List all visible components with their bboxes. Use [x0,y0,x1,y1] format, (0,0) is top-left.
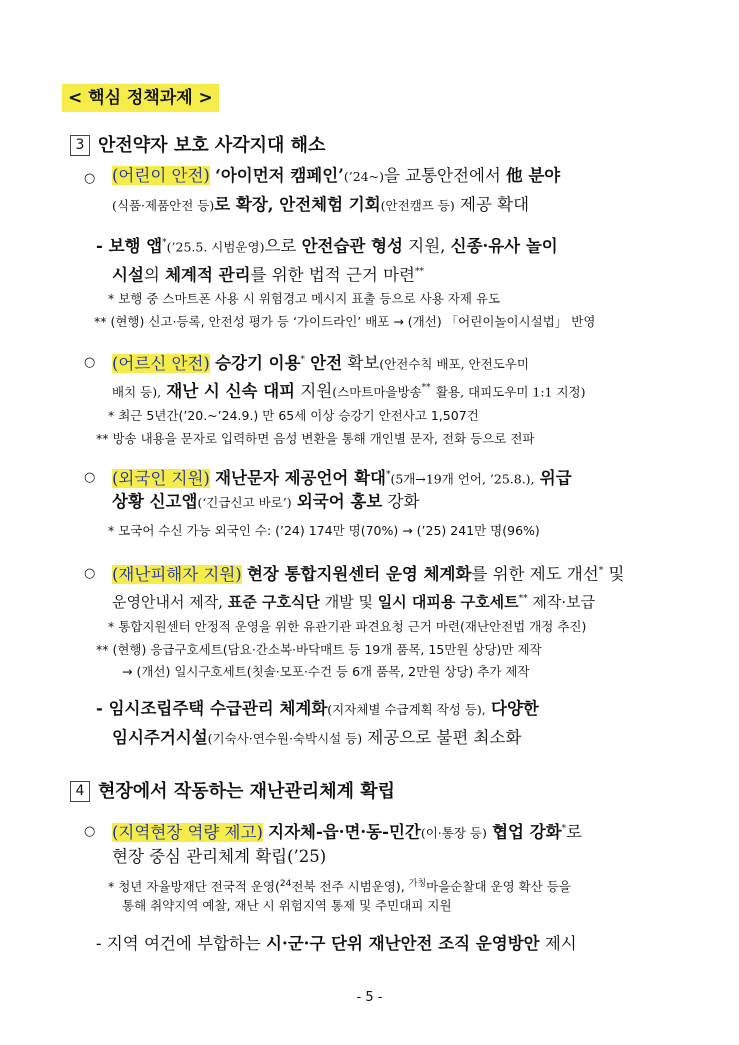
victim-note-3: → (개선) 일시구호세트(칫솔·모포·수건 등 6개 품목, 2만원 상당) 추가 제작 [122,664,530,679]
bullet-circle-icon: ○ [84,566,96,581]
senior-note-2: ** 방송 내용을 문자로 입력하면 음성 변환을 통해 개인별 문자, 전화 등으로 전파 [96,431,535,446]
child-l2-paren: (식품·제품안전 등) [112,198,215,213]
victim-develop: 개발 및 [324,593,373,611]
child-sub1-support: 지원, [408,236,446,256]
senior-support: 지원 [300,381,333,401]
local-note-sup1: 24 [279,879,292,889]
emergency: 위급 [539,468,572,488]
bullet-circle-icon: ○ [84,171,96,186]
child-label: (어린이 안전) [112,166,210,185]
victim-label: (재난피해자 지원) [112,564,242,584]
header-tag: < 핵심 정책과제 > [62,84,219,112]
victim-line-2: 운영안내서 제작, 표준 구호식단 개발 및 일시 대피용 구호세트** 제작·보급 [112,593,596,611]
facility-particle: 의 [143,265,160,285]
legal-basis: 를 위한 법적 근거 마련 [250,265,415,285]
section-3-number: 3 [70,135,90,156]
senior-safety: 안전 [310,353,343,373]
systematic-management: 체계적 관리 [165,265,251,285]
child-l1-text: 을 교통안전에서 [384,166,501,185]
child-note-1: * 보행 중 스마트폰 사용 시 위험경고 메시지 표출 등으로 사용 자제 유도 [108,291,501,306]
senior-line-1: (어르신 안전) 승강기 이용* 안전 확보(안전수칙 배포, 안전도우미 [112,353,529,373]
standard-meal: 표준 구호식단 [227,593,320,611]
temp-housing-paren: (지자체별 수급계획 작성 등), [327,702,486,717]
victim-improve: 를 위한 제도 개선 [471,564,599,584]
senior-line-2: 배치 등), 재난 시 신속 대피 지원(스마트마을방송** 활용, 대피도우미 1:1 지정) [112,381,586,401]
section-4-title: 현장에서 작동하는 재난관리체계 확립 [98,781,396,802]
section-4-number: 4 [70,781,90,802]
local-paren: (이·통장 등) [420,825,487,841]
child-l2-tail: 제공 확대 [460,195,530,214]
victim-line-1: (재난피해자 지원) 현장 통합지원센터 운영 체계화를 위한 제도 개선* 및 [112,564,625,584]
foreign-line-2 [112,490,419,515]
local-present: 제시 [544,934,577,953]
section-3-heading [70,131,325,157]
temp-housing: - 임시조립주택 수급관리 체계화 [96,699,328,718]
bullet-circle-icon: ○ [84,470,96,485]
victim-note-2: ** (현행) 응급구호세트(담요·간소복·바닥매트 등 19개 품목, 15만원 상당)만 제작 [96,642,542,657]
senior-note-1: * 최근 5년간(’20.~’24.9.) 만 65세 이상 승강기 안전사고 1,507건 [108,408,479,423]
temp-residence: 임시주거시설 [112,728,208,747]
section-3-title: 안전약자 보호 사각지대 해소 [98,135,326,156]
minimize-inconvenience: 제공으로 불편 최소화 [367,728,522,747]
local-note-c: 마을순찰대 운영 확산 등을 [426,879,571,895]
child-sub-line-1: - 보행 앱*(’25.5. 시범운영)으로 안전습관 형성 지원, 신종·유사 놀이 [96,236,558,256]
child-line-1 [112,164,560,189]
quick-evacuation: 재난 시 신속 대피 [166,381,296,401]
foreign-note-1: * 모국어 수신 가능 외국인 수: (’24) 174만 명(70%) → (’25) 241만 명(96%) [108,523,540,538]
child-sub1-text: 으로 [264,236,297,256]
local-ro: 로 [566,822,583,842]
page-number: - 5 - [356,990,383,1005]
child-note-2: ** (현행) 신고·등록, 안전성 평가 등 ‘가이드라인’ 배포 → (개선) 「어린이놀이시설법」 반영 [94,314,596,329]
foreign-strengthen: 강화 [387,492,420,511]
guidebook: 운영안내서 제작, [112,593,223,611]
language-count: (5개→19개 언어, ’25.8.), [390,471,535,487]
walking-app: - 보행 앱 [96,236,163,256]
local-line-2: 현장 중심 관리체계 확립(’25) [112,847,327,866]
victim-sub-line-2 [112,726,521,751]
new-play: 신종·유사 놀이 [450,236,558,256]
local-note-b: 전북 전주 시범운영), [291,879,405,895]
foreign-promo: 외국어 홍보 [296,492,383,511]
elevator-use: 승강기 이용 [215,353,301,373]
local-gov-chain: 지자체-읍·면·동-민간 [268,822,421,842]
safety-habit: 안전습관 형성 [301,236,403,256]
collab-strengthen: 협업 강화 [492,822,562,842]
senior-deploy: 배치 등), [112,384,162,400]
foreign-label: (외국인 지원) [112,468,210,488]
local-note-sup2: 가칭 [408,879,427,889]
facility: 시설 [112,265,144,285]
walking-app-date: (’25.5. 시범운영) [166,239,265,255]
victim-note-1: * 통합지원센터 안정적 운영을 위한 유관기관 파견요청 근거 마련(재난안전법 개정 추진) [108,619,587,634]
child-expand: 로 확장, 안전체험 기회 [214,195,381,214]
local-sub-a: - 지역 여건에 부합하는 [96,934,261,953]
foreign-line-1: (외국인 지원) 재난문자 제공언어 확대*(5개→19개 언어, ’25.8.), 위급 [112,468,572,488]
child-camp: (안전캠프 등) [380,198,455,213]
report-app-name: (‘긴급신고 바로’) [197,495,292,510]
child-campaign-year: (’24~) [343,169,384,184]
child-campaign: ‘아이먼저 캠페인’ [215,166,344,185]
various: 다양한 [491,699,539,718]
evac-helper: 활용, 대피도우미 1:1 지정) [435,384,586,400]
senior-paren: (안전수칙 배포, 안전도우미 [379,356,529,372]
report-app: 상황 신고앱 [112,492,198,511]
bullet-circle-icon: ○ [84,824,96,839]
local-note-2: 통해 취약지역 예찰, 재난 시 위험지역 통제 및 주민대피 지원 [122,898,452,913]
local-line-1: (지역현장 역량 제고) 지자체-읍·면·동-민간(이·통장 등) 협업 강화*로 [112,822,583,842]
victim-sub-line-1 [96,697,539,722]
section-4-heading [70,777,395,803]
local-note-1 [108,874,571,897]
local-org-plan: 시·군·구 단위 재난안전 조직 운영방안 [266,934,540,953]
victim-distribute: 제작·보급 [532,593,596,611]
bullet-circle-icon: ○ [84,355,96,370]
child-sub-line-2: 시설의 체계적 관리를 위한 법적 근거 마련** [112,265,424,285]
relief-kit: 일시 대피용 구호세트 [377,593,519,611]
local-note-a: * 청년 자율방재단 전국적 운영( [108,879,280,895]
child-line-2 [112,193,529,218]
local-label: (지역현장 역량 제고) [112,822,263,842]
senior-secure: 확보 [347,353,380,373]
smart-broadcast: (스마트마을방송 [332,384,422,400]
temp-residence-paren: (기숙사·연수원·숙박시설 등) [207,731,363,746]
child-other-fields: 他 분야 [506,166,561,185]
disaster-sms-languages: 재난문자 제공언어 확대 [215,468,386,488]
local-sub-line-1 [96,932,577,956]
victim-and: 및 [608,564,625,584]
integrated-center: 현장 통합지원센터 운영 체계화 [246,564,472,584]
senior-label: (어르신 안전) [112,353,210,373]
